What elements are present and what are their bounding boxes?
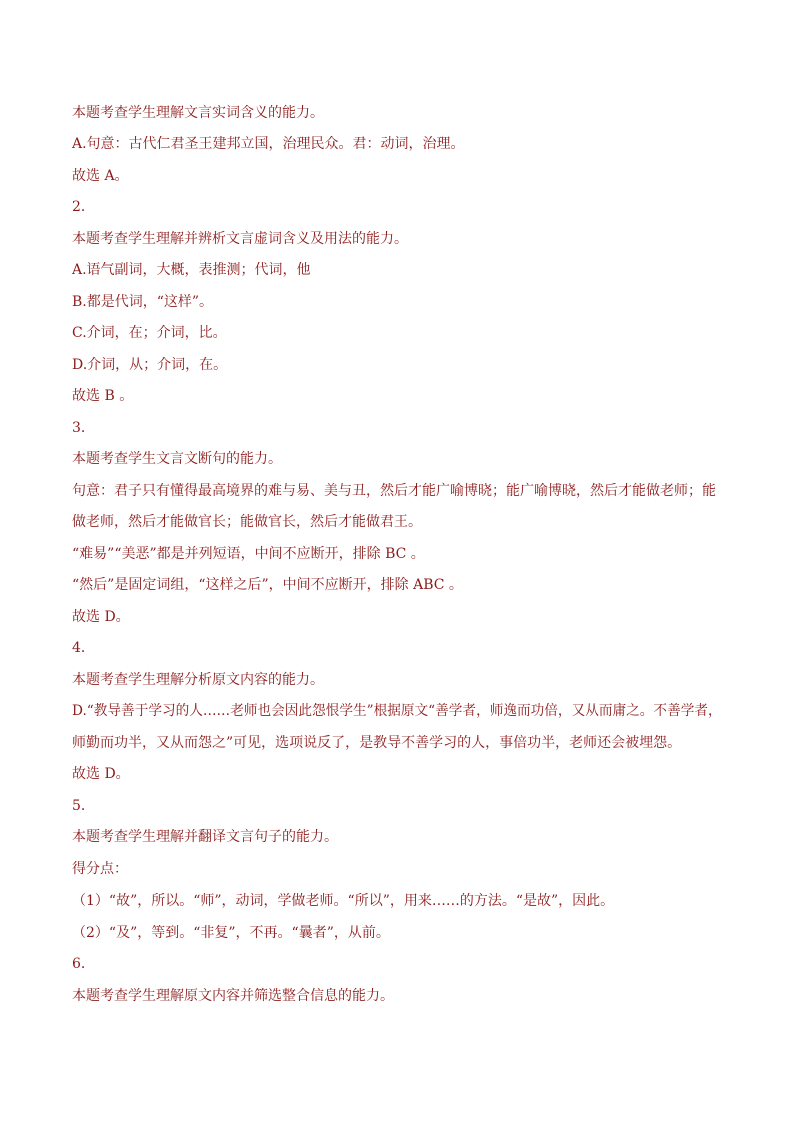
text-line: 本题考查学生理解文言实词含义的能力。: [72, 105, 324, 121]
text-line: 故选 D。: [72, 609, 130, 625]
text-line: 做老师，然后才能做官长；能做官长，然后才能做君王。: [72, 514, 422, 530]
text-line: A.句意：古代仁君圣王建邦立国，治理民众。君：动词，治理。: [72, 136, 465, 152]
text-line: 得分点：: [72, 861, 128, 877]
text-line: 故选 D。: [72, 766, 130, 782]
text-line: D.介词，从；介词，在。: [72, 357, 228, 373]
text-line: 句意：君子只有懂得最高境界的难与易、美与丑，然后才能广喻博晓；能广喻博晓，然后才能做老师；能: [72, 483, 716, 499]
text-line: “难易”“美恶”都是并列短语，中间不应断开，排除 BC 。: [72, 546, 425, 562]
text-line: 本题考查学生理解并辨析文言虚词含义及用法的能力。: [72, 231, 408, 247]
question-number: 4．: [72, 640, 95, 656]
text-line: 故选 A。: [72, 168, 129, 184]
text-line: 故选 B 。: [72, 388, 134, 404]
question-number: 2．: [72, 199, 95, 215]
text-line: D.“教导善于学习的人……老师也会因此怨恨学生”根据原文“善学者，师逸而功倍，又从而庸之。不善学者，: [72, 703, 722, 719]
text-line: 本题考查学生文言文断句的能力。: [72, 451, 282, 467]
text-line: 本题考查学生理解并翻译文言句子的能力。: [72, 829, 338, 845]
text-line: 师勤而功半，又从而怨之”可见，选项说反了，是教导不善学习的人，事倍功半，老师还会被埋怨。: [72, 735, 682, 751]
question-number: 3．: [72, 420, 95, 436]
text-line: 本题考查学生理解原文内容并筛选整合信息的能力。: [72, 988, 394, 1004]
text-line: “然后”是固定词组，“这样之后”，中间不应断开，排除 ABC 。: [72, 577, 463, 593]
text-line: （1）“故”，所以。“师”，动词，学做老师。“所以”，用来……的方法。“是故”，因此。: [72, 893, 615, 909]
text-line: （2）“及”，等到。“非复”，不再。“曩者”，从前。: [72, 925, 390, 941]
text-line: C.介词，在；介词，比。: [72, 325, 227, 341]
text-line: 本题考查学生理解分析原文内容的能力。: [72, 672, 324, 688]
question-number: 6．: [72, 956, 95, 972]
text-line: A.语气副词，大概，表推测；代词，他: [72, 262, 311, 278]
text-line: B.都是代词，“这样”。: [72, 294, 214, 310]
question-number: 5．: [72, 798, 95, 814]
